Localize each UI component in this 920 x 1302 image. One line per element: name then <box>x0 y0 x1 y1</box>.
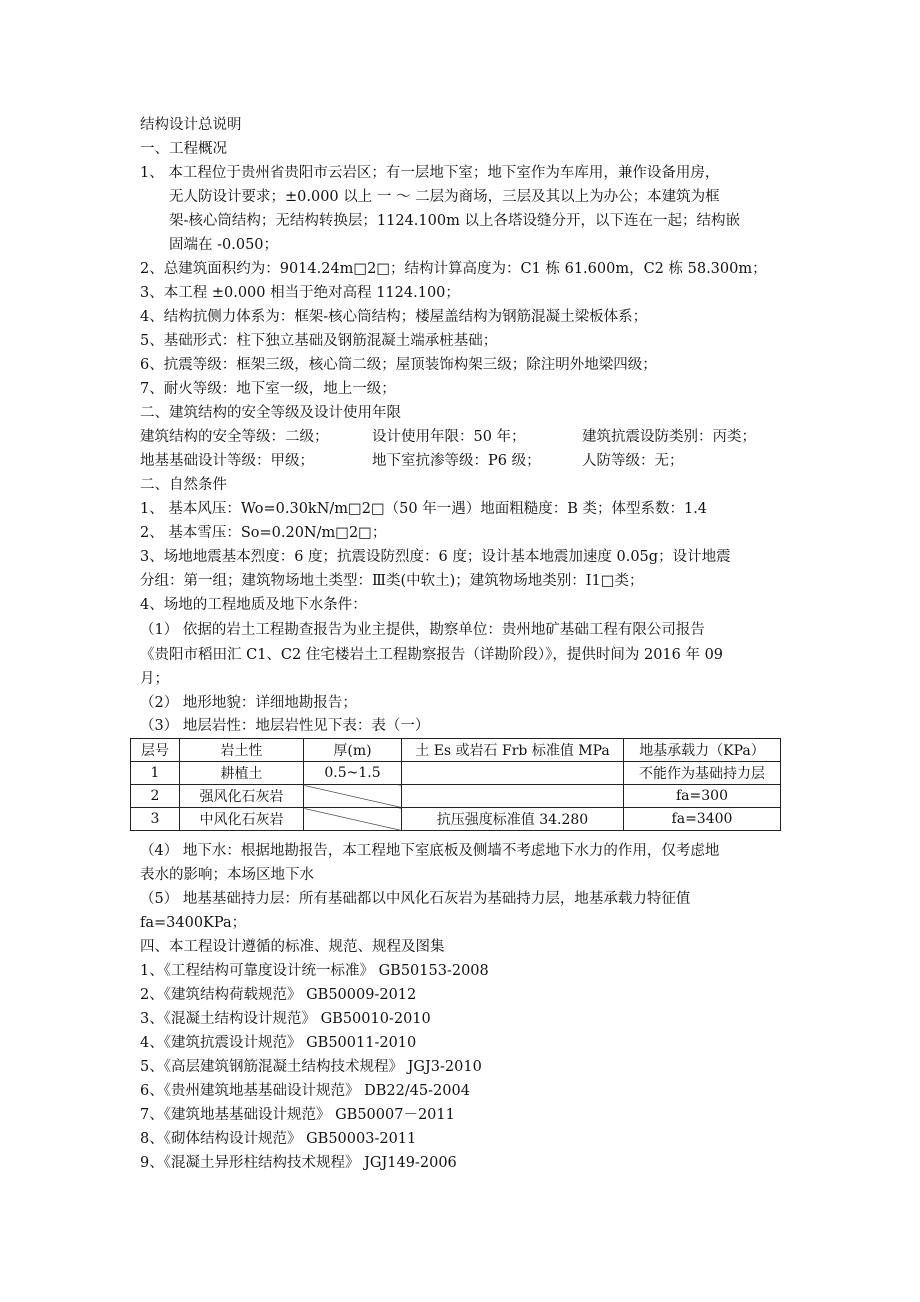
header-soil-type: 岩土性 <box>180 739 304 762</box>
s3-sub-4-line-2: 表水的影响；本场区地下水 <box>140 867 314 883</box>
s1-item-1-line-2: 无人防设计要求；±0.000 以上 一 ～ 二层为商场，三层及其以上为办公；本建筑为框 <box>169 189 720 205</box>
header-thickness: 厚(m) <box>304 739 402 762</box>
s3-item-2: 2、 基本雪压：So=0.20N/m□2□； <box>140 525 387 541</box>
cell-thickness-diagonal <box>304 808 402 831</box>
s1-item-6: 6、抗震等级：框架三级，核心筒二级；屋顶装饰构架三级；除注明外地梁四级； <box>140 357 657 373</box>
standard-item: 2、《建筑结构荷载规范》 GB50009-2012 <box>140 987 417 1003</box>
document-title: 结构设计总说明 <box>140 117 242 133</box>
cell-bearing-capacity: fa=3400 <box>624 808 781 831</box>
standard-item: 6、《贵州建筑地基基础设计规范》 DB22/45-2004 <box>140 1083 470 1099</box>
s3-sub-3: （3） 地层岩性：地层岩性见下表：表（一） <box>140 718 430 734</box>
s3-sub-4-line-1: （4） 地下水：根据地勘报告，本工程地下室底板及侧墙不考虑地下水力的作用，仅考虑地 <box>140 843 720 859</box>
cell-soil-type: 强风化石灰岩 <box>180 785 304 808</box>
cell-modulus <box>402 785 624 808</box>
section-4-heading: 四、本工程设计遵循的标准、规范、规程及图集 <box>140 939 445 955</box>
safety-grade-row-2 <box>140 449 790 473</box>
s1-item-1-line-1: 1、 本工程位于贵州省贵阳市云岩区；有一层地下室；地下室作为车库用，兼作设备用房， <box>140 165 720 181</box>
header-layer-no: 层号 <box>131 739 180 762</box>
s3-sub-1-line-1: （1） 依据的岩土工程勘查报告为业主提供，勘察单位：贵州地矿基础工程有限公司报告 <box>140 622 705 638</box>
s1-item-1-line-4: 固端在 -0.050； <box>169 237 279 253</box>
s3-item-1: 1、 基本风压：Wo=0.30kN/m□2□（50 年一遇）地面粗糙度：B 类；体型系数：1.4 <box>140 501 708 517</box>
s3-sub-5-line-1: （5） 地基基础持力层：所有基础都以中风化石灰岩为基础持力层，地基承载力特征值 <box>140 891 691 907</box>
structure-safety-grade: 建筑结构的安全等级：二级； <box>140 429 329 445</box>
cell-bearing-capacity: 不能作为基础持力层 <box>624 762 781 785</box>
s1-item-3: 3、本工程 ±0.000 相当于绝对高程 1124.100； <box>140 285 460 301</box>
cell-bearing-capacity: fa=300 <box>624 785 781 808</box>
table-row <box>131 762 781 785</box>
s1-item-5: 5、基础形式：柱下独立基础及钢筋混凝土端承桩基础； <box>140 333 498 349</box>
cell-modulus: 抗压强度标准值 34.280 <box>402 808 624 831</box>
standard-item: 1、《工程结构可靠度设计统一标准》 GB50153-2008 <box>140 963 489 979</box>
header-modulus: 土 Es 或岩石 Frb 标准值 MPa <box>402 739 624 762</box>
foundation-design-grade: 地基基础设计等级：甲级； <box>140 453 314 469</box>
section-3-heading: 二、自然条件 <box>140 477 227 493</box>
cell-layer-no: 1 <box>131 762 180 785</box>
s3-sub-2: （2） 地形地貌：详细地勘报告； <box>140 695 357 711</box>
section-2-heading: 二、建筑结构的安全等级及设计使用年限 <box>140 405 401 421</box>
cell-soil-type: 中风化石灰岩 <box>180 808 304 831</box>
safety-grade-row-1 <box>140 425 790 449</box>
s3-item-3-line-2: 分组：第一组；建筑物场地土类型：Ⅲ类(中软土)；建筑物场地类别：Ⅰ1□类； <box>140 573 644 589</box>
standard-item: 8、《砌体结构设计规范》 GB50003-2011 <box>140 1131 417 1147</box>
strata-table <box>130 738 781 831</box>
standard-item: 4、《建筑抗震设计规范》 GB50011-2010 <box>140 1035 417 1051</box>
section-1-heading: 一、工程概况 <box>140 141 227 157</box>
standard-item: 5、《高层建筑钢筋混凝土结构技术规程》 JGJ3-2010 <box>140 1059 482 1075</box>
s3-sub-1-line-3: 月； <box>140 671 169 687</box>
s3-sub-1-line-2: 《贵阳市稻田汇 C1、C2 住宅楼岩土工程勘察报告（详勘阶段）》，提供时间为 2016 年 09 <box>140 647 724 663</box>
basement-impermeability-grade: 地下室抗渗等级：P6 级； <box>372 453 541 469</box>
standard-item: 9、《混凝土异形柱结构技术规程》 JGJ149-2006 <box>140 1155 457 1171</box>
cell-layer-no: 2 <box>131 785 180 808</box>
table-row <box>131 808 781 831</box>
design-service-life: 设计使用年限：50 年； <box>372 429 526 445</box>
cell-thickness: 0.5~1.5 <box>304 762 402 785</box>
s1-item-1-line-3: 架-核心筒结构；无结构转换层；1124.100m 以上各塔设缝分开，以下连在一起；结构嵌 <box>169 213 740 229</box>
cell-modulus <box>402 762 624 785</box>
s3-item-3-line-1: 3、场地地震基本烈度：6 度；抗震设防烈度：6 度；设计基本地震加速度 0.05g；设计地震 <box>140 549 731 565</box>
standard-item: 7、《建筑地基基础设计规范》 GB50007－2011 <box>140 1107 455 1123</box>
s3-sub-5-line-2: fa=3400KPa； <box>140 915 247 931</box>
s1-item-2: 2、总建筑面积约为：9014.24m□2□；结构计算高度为：C1 栋 61.600m，C2 栋 58.300m； <box>140 261 767 277</box>
header-bearing-capacity: 地基承载力（KPa） <box>624 739 781 762</box>
table-row <box>131 785 781 808</box>
seismic-fortification-category: 建筑抗震设防类别：丙类； <box>582 429 756 445</box>
cell-layer-no: 3 <box>131 808 180 831</box>
s3-item-4: 4、场地的工程地质及地下水条件： <box>140 597 367 613</box>
cell-thickness-diagonal <box>304 785 402 808</box>
s1-item-4: 4、结构抗侧力体系为：框架-核心筒结构；楼屋盖结构为钢筋混凝土梁板体系； <box>140 309 648 325</box>
standard-item: 3、《混凝土结构设计规范》 GB50010-2010 <box>140 1011 431 1027</box>
s1-item-7: 7、耐火等级：地下室一级，地上一级； <box>140 381 396 397</box>
civil-defense-grade: 人防等级：无； <box>582 453 684 469</box>
table-header-row <box>131 739 781 762</box>
cell-soil-type: 耕植土 <box>180 762 304 785</box>
